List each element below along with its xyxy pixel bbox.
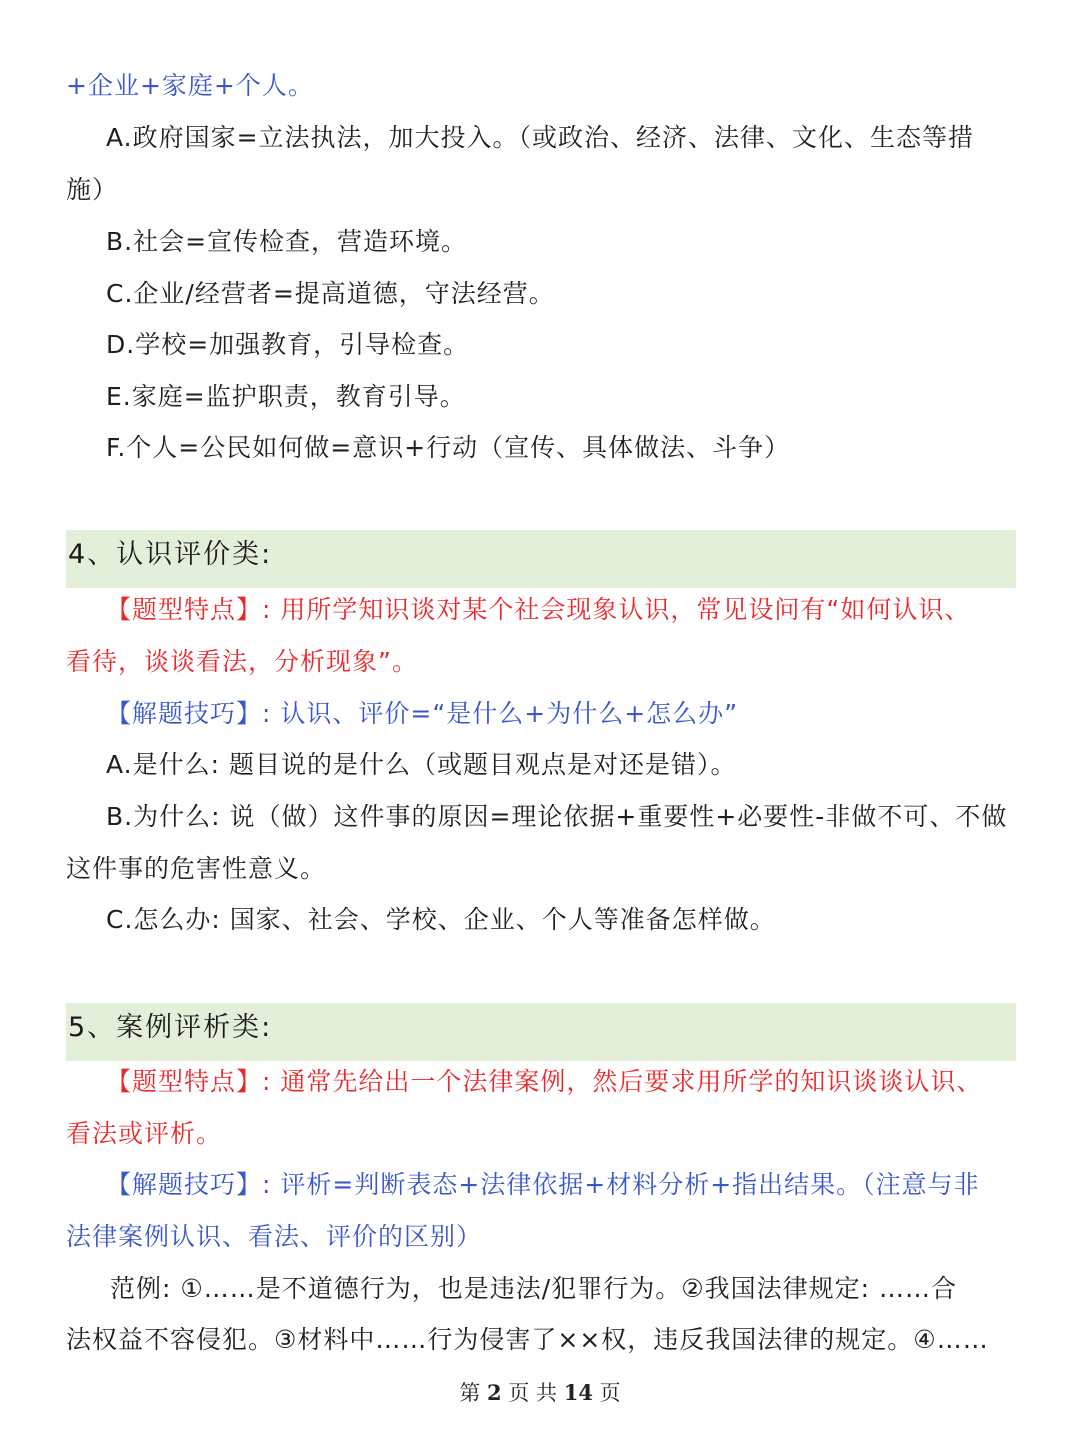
section-5-feature-line2: 看法或评析。	[66, 1119, 223, 1148]
footer-page-number: 2	[487, 1380, 502, 1405]
continued-subjects-line: +企业+家庭+个人。	[66, 71, 314, 100]
section-4-tip: 【解题技巧】: 认识、评价=“是什么+为什么+怎么办”	[106, 699, 739, 728]
section-4-feature-line1: 【题型特点】: 用所学知识谈对某个社会现象认识，常见设问有“如何认识、	[106, 595, 971, 624]
section-4-feature-line2: 看待，谈谈看法，分析现象”。	[66, 647, 418, 676]
item-a-government-line1: A.政府国家=立法执法，加大投入。（或政治、经济、法律、文化、生态等措	[106, 123, 975, 152]
item-b-society: B.社会=宣传检查，营造环境。	[106, 227, 468, 256]
footer-prefix: 第	[459, 1381, 481, 1405]
section-5-example-line1: 范例: ①……是不道德行为，也是违法/犯罪行为。②我国法律规定: ……合	[110, 1274, 957, 1303]
section-4-item-b-line2: 这件事的危害性意义。	[66, 854, 327, 883]
section-4-item-c: C.怎么办: 国家、社会、学校、企业、个人等准备怎样做。	[106, 905, 776, 934]
item-c-enterprise: C.企业/经营者=提高道德，守法经营。	[106, 279, 555, 308]
section-5-tip-line1: 【解题技巧】: 评析=判断表态+法律依据+材料分析+指出结果。（注意与非	[106, 1170, 980, 1199]
section-5-feature-line1: 【题型特点】: 通常先给出一个法律案例，然后要求用所学的知识谈谈认识、	[106, 1067, 983, 1096]
section-5-tip-line2: 法律案例认识、看法、评价的区别）	[66, 1222, 483, 1251]
footer-suffix: 页	[599, 1381, 621, 1405]
section-4-item-b-line1: B.为什么: 说（做）这件事的原因=理论依据+重要性+必要性-非做不可、不做	[106, 802, 1008, 831]
item-f-individual: F.个人=公民如何做=意识+行动（宣传、具体做法、斗争）	[106, 433, 791, 462]
section-4-heading: 4、认识评价类:	[68, 539, 273, 570]
item-d-school: D.学校=加强教育，引导检查。	[106, 330, 470, 359]
footer-total-pages: 14	[563, 1380, 593, 1405]
section-4-item-a: A.是什么: 题目说的是什么（或题目观点是对还是错）。	[106, 750, 737, 779]
page-footer	[0, 1378, 1080, 1408]
section-5-example-line2: 法权益不容侵犯。③材料中……行为侵害了××权，违反我国法律的规定。④……	[66, 1325, 989, 1354]
item-a-government-line2: 施）	[66, 175, 119, 204]
footer-middle: 页 共	[508, 1381, 558, 1405]
item-e-family: E.家庭=监护职责，教育引导。	[106, 382, 466, 411]
section-5-heading: 5、案例评析类:	[68, 1012, 273, 1043]
